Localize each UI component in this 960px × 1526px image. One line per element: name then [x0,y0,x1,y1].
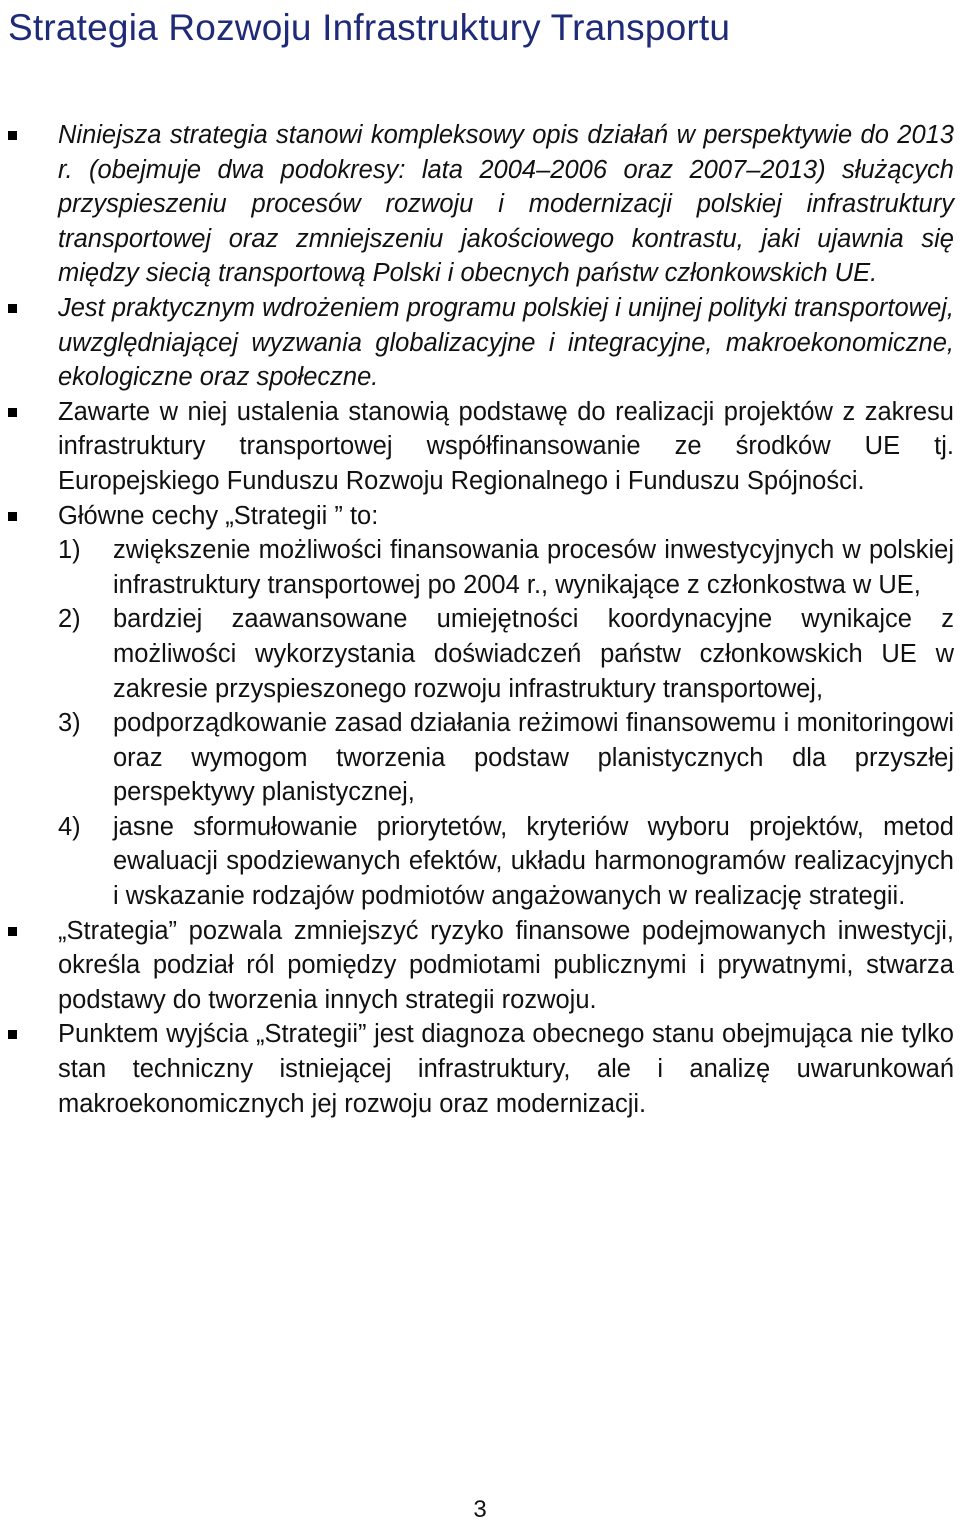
numbered-list-item [58,533,954,602]
bullet-item [0,1017,960,1121]
list-number: 2) [58,605,81,634]
bullet-text: Punktem wyjścia „Strategii” jest diagnoza obecnego stanu obejmująca nie tylko stan techniczny istniejącej infrastruktury, ale i analizę uwarunkowań makroekonomicznych jej rozwoju oraz modernizacji. [58,1020,954,1118]
square-bullet-icon [8,408,17,417]
numbered-feature-list [58,533,954,914]
list-item-text: podporządkowanie zasad działania reżimowi finansowemu i monitoringowi oraz wymogom tworzenia podstaw planistycznych dla przyszłej perspektywy planistycznej, [113,709,954,807]
list-item-text: zwiększenie możliwości finansowania procesów inwestycyjnych w polskiej infrastruktury transportowej po 2004 r., wynikające z członkostwa w UE, [113,536,954,599]
bullet-text: Niniejsza strategia stanowi kompleksowy opis działań w perspektywie do 2013 r. (obejmuje dwa podokresy: lata 2004–2006 oraz 2007–2013) służących przyspieszeniu procesów rozwoju i modernizacji polskiej infrastruktury transportowej oraz zmniejszeniu jakościowego kontrastu, jaki ujawnia się między siecią transportową Polski i obecnych państw członkowskich UE. [58,121,954,288]
bullet-item [0,914,960,1018]
list-number: 1) [58,536,81,565]
square-bullet-icon [8,927,17,936]
bullet-text: Zawarte w niej ustalenia stanowią podstawę do realizacji projektów z zakresu infrastruktury transportowej współfinansowanie ze środków UE tj. Europejskiego Funduszu Rozwoju Regionalnego i Funduszu Spójności. [58,397,954,495]
bullet-item [0,395,960,499]
bullet-item [0,118,960,291]
bullet-text: Jest praktycznym wdrożeniem programu polskiej i unijnej polityki transportowej, uwzględniającej wyzwania globalizacyjne i integracyjne, makroekonomiczne, ekologiczne oraz społeczne. [58,293,954,392]
page-title: Strategia Rozwoju Infrastruktury Transportu [8,7,731,48]
bullet-text: Główne cechy „Strategii ” to: [58,501,379,530]
square-bullet-icon [8,131,17,140]
numbered-list-item [58,810,954,914]
list-number: 4) [58,812,81,841]
list-number: 3) [58,709,81,738]
square-bullet-icon [8,304,17,313]
numbered-list-item [58,706,954,810]
square-bullet-icon [8,1030,17,1039]
bullet-list [0,118,960,1121]
list-item-text: jasne sformułowanie priorytetów, kryteriów wyboru projektów, metod ewaluacji spodziewanych efektów, układu harmonogramów realizacyjnych i wskazanie rodzajów podmiotów angażowanych w realizację strategii. [113,812,954,911]
bullet-text: „Strategia” pozwala zmniejszyć ryzyko finansowe podejmowanych inwestycji, określa podział ról pomiędzy podmiotami publicznymi i prywatnymi, stwarza podstawy do tworzenia innych strategii rozwoju. [58,916,954,1014]
bullet-item [0,291,960,395]
numbered-list-item [58,602,954,706]
list-item-text: bardziej zaawansowane umiejętności koordynacyjne wynikajce z możliwości wykorzystania doświadczeń państw członkowskich UE w zakresie przyspieszonego rozwoju infrastruktury transportowej, [113,605,954,703]
page-number: 3 [473,1496,487,1523]
bullet-item [0,499,960,914]
square-bullet-icon [8,512,17,521]
